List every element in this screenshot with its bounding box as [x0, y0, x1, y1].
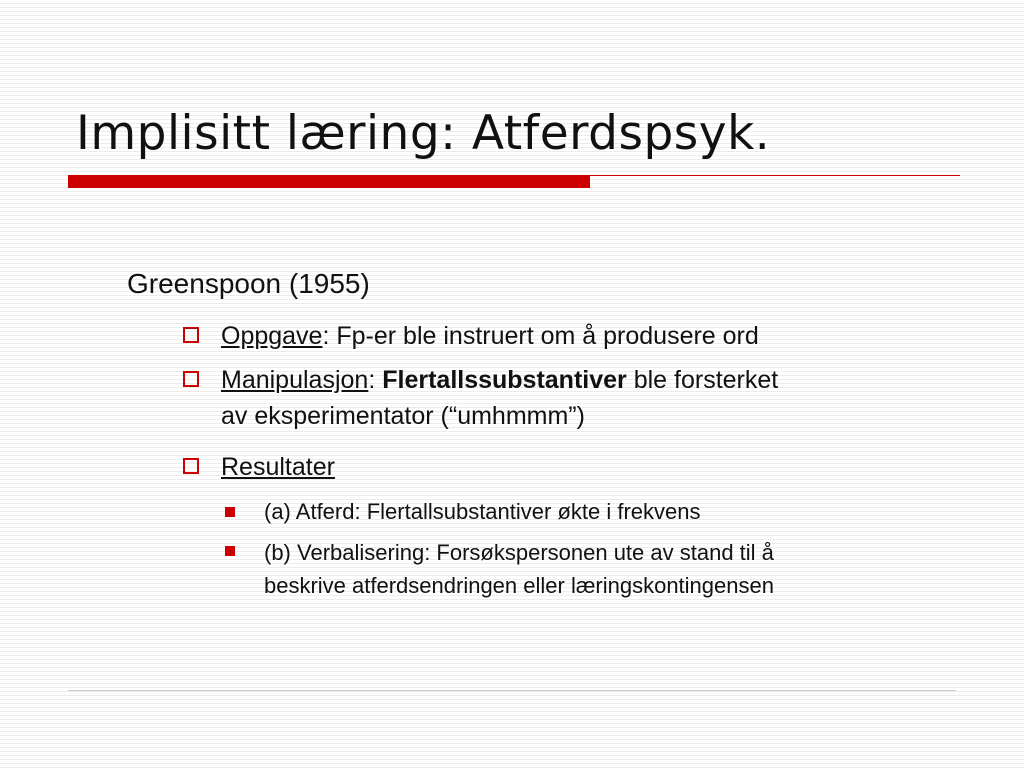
list-item-manipulasjon: [221, 362, 961, 434]
item-text: Fp-er ble instruert om å produsere ord: [336, 322, 759, 350]
item-label: Resultater: [221, 453, 335, 481]
item-separator: :: [368, 366, 383, 394]
section-heading: Greenspoon (1955): [127, 268, 370, 299]
result-item-a: (a) Atferd: Flertallsubstantiver økte i frekvens: [264, 499, 701, 524]
filled-square-bullet-icon: [225, 507, 235, 517]
item-label: Manipulasjon: [221, 366, 369, 394]
hollow-square-bullet-icon: [183, 327, 199, 343]
result-text-line2: beskrive atferdsendringen eller læringskontingensen: [264, 573, 774, 598]
item-label: Oppgave: [221, 322, 323, 350]
item-text-line2: av eksperimentator (“umhmmm”): [221, 402, 585, 430]
result-text-line1: (b) Verbalisering: Forsøkspersonen ute av stand til å: [264, 540, 774, 565]
filled-square-bullet-icon: [225, 546, 235, 556]
list-item-resultater: [221, 449, 961, 485]
list-item-oppgave: [221, 318, 961, 354]
hollow-square-bullet-icon: [183, 458, 199, 474]
item-separator: :: [322, 322, 337, 350]
footer-divider: [68, 690, 956, 691]
result-item-b: [264, 536, 964, 602]
item-emphasis: Flertallssubstantiver: [382, 366, 627, 394]
hollow-square-bullet-icon: [183, 371, 199, 387]
slide-title: Implisitt læring: Atferdspsyk.: [76, 106, 771, 161]
item-text-line1: ble forsterket: [626, 366, 779, 394]
